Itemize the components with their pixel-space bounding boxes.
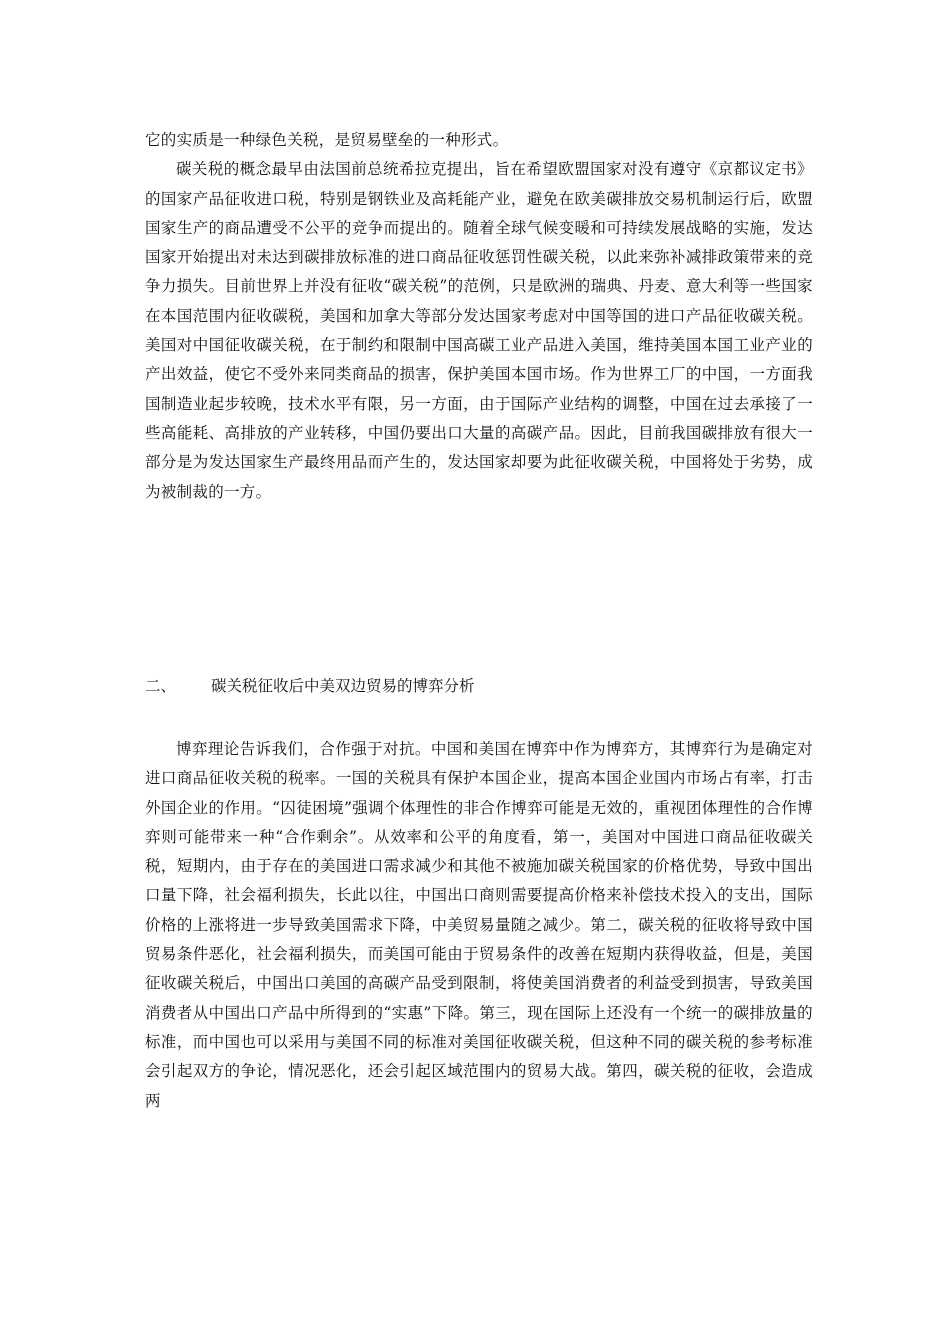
paragraph-game-analysis: 博弈理论告诉我们，合作强于对抗。中国和美国在博弈中作为博弈方，其博弈行为是确定对进口商品征收关税的税率。一国的关税具有保护本国企业，提高本国企业国内市场占有率，打击外国企业的作用。“囚徒困境”强调个体理性的非合作博弈可能是无效的，重视团体理性的合作博弈则可能带来一种“合作剩余”。从效率和公平的角度看，第一，美国对中国进口商品征收碳关税，短期内，由于存在的美国进口需求减少和其他不被施加碳关税国家的价格优势，导致中国出口量下降，社会福利损失，长此以往，中国出口商则需要提高价格来补偿技术投入的支出，国际价格的上涨将进一步导致美国需求下降，中美贸易量随之减少。第二，碳关税的征收将导致中国贸易条件恶化，社会福利损失，而美国可能由于贸易条件的改善在短期内获得收益，但是，美国征收碳关税后，中国出口美国的高碳产品受到限制，将使美国消费者的利益受到损害，导致美国消费者从中国出口产品中所得到的“实惠”下降。第三，现在国际上还没有一个统一的碳排放量的标准，而中国也可以采用与美国不同的标准对美国征收碳关税，但这种不同的碳关税的参考标准会引起双方的争论，情况恶化，还会引起区域范围内的贸易大战。第四，碳关税的征收，会造成两: [145, 740, 813, 1110]
paragraph-carbon-tariff-origin: 碳关税的概念最早由法国前总统希拉克提出，旨在希望欧盟国家对没有遵守《京都议定书》的国家产品征收进口税，特别是钢铁业及高耗能产业，避免在欧美碳排放交易机制运行后，欧盟国家生产的商品遭受不公平的竞争而提出的。随着全球气候变暖和可持续发展战略的实施，发达国家开始提出对未达到碳排放标准的进口商品征收惩罚性碳关税，以此来弥补减排政策带来的竞争力损失。目前世界上并没有征收“碳关税”的范例，只是欧洲的瑞典、丹麦、意大利等一些国家在本国范围内征收碳税，美国和加拿大等部分发达国家考虑对中国等国的进口产品征收碳关税。美国对中国征收碳关税，在于制约和限制中国高碳工业产品进入美国，维持美国本国工业产业的产出效益，使它不受外来同类商品的损害，保护美国本国市场。作为世界工厂的中国，一方面我国制造业起步较晚，技术水平有限，另一方面，由于国际产业结构的调整，中国在过去承接了一些高能耗、高排放的产业转移，中国仍要出口大量的高碳产品。因此，目前我国碳排放有很大一部分是为发达国家生产最终用品而产生的，发达国家却要为此征收碳关税，中国将处于劣势，成为被制裁的一方。: [145, 160, 813, 501]
body-text-lower: [145, 735, 813, 1116]
section-title: 碳关税征收后中美双边贸易的博弈分析: [211, 677, 475, 695]
section-number: 二、: [145, 677, 177, 695]
section-heading: [145, 672, 813, 701]
intro-line: 它的实质是一种绿色关税，是贸易壁垒的一种形式。: [145, 131, 509, 149]
body-text-upper: [145, 126, 813, 507]
